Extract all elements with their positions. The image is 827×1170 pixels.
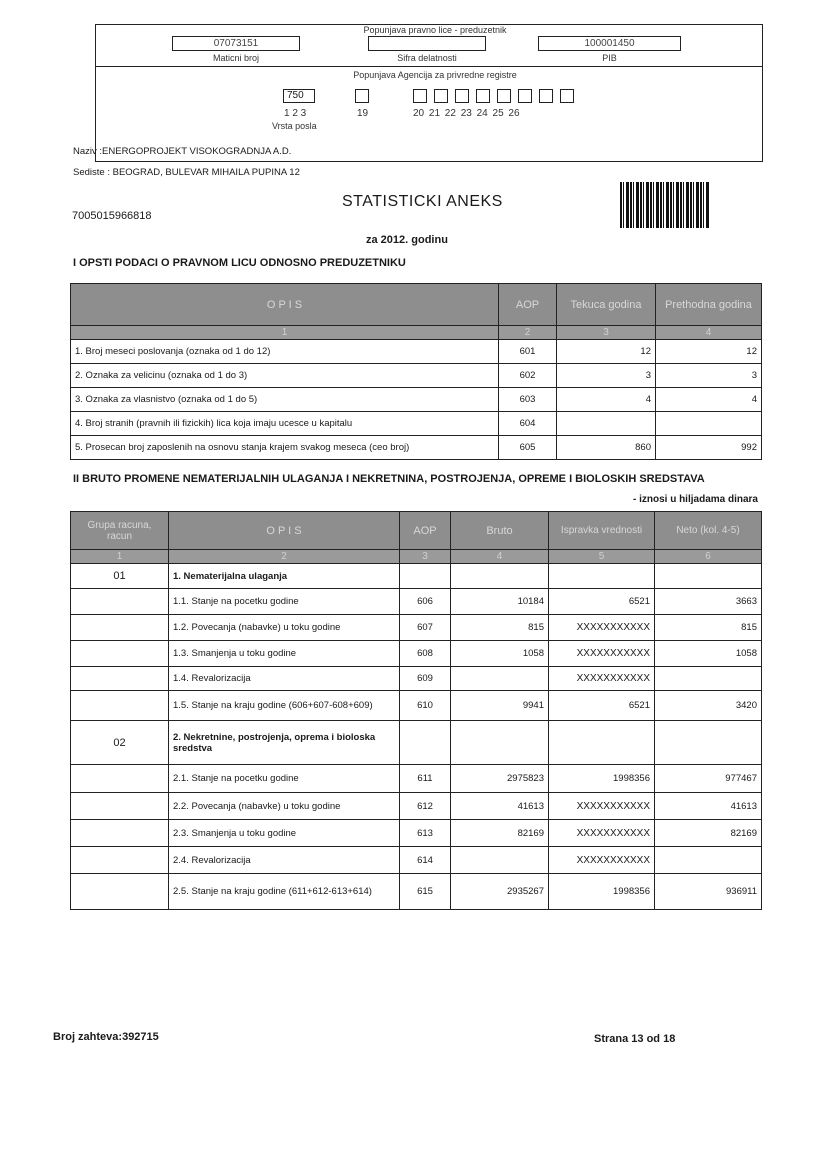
header-divider bbox=[95, 66, 763, 67]
row-grupa bbox=[71, 847, 169, 874]
table-row bbox=[71, 765, 762, 793]
table-row bbox=[71, 691, 762, 721]
table-header-row bbox=[71, 284, 762, 326]
table-row bbox=[71, 340, 762, 364]
col-number: 1 bbox=[71, 326, 499, 340]
row-aop: 602 bbox=[499, 364, 557, 388]
column-number-row bbox=[71, 326, 762, 340]
row-tekuca: 3 bbox=[557, 364, 656, 388]
row-neto: 977467 bbox=[655, 765, 762, 793]
table-row bbox=[71, 641, 762, 667]
table-row bbox=[71, 721, 762, 765]
col-header-ispravka: Ispravka vrednosti bbox=[549, 512, 655, 550]
vrsta-posla-label: Vrsta posla bbox=[272, 121, 317, 131]
row-tekuca: 860 bbox=[557, 436, 656, 460]
row-bruto bbox=[451, 721, 549, 765]
row-aop: 605 bbox=[499, 436, 557, 460]
col-header-opis: O P I S bbox=[169, 512, 400, 550]
maticni-broj-label: Maticni broj bbox=[212, 53, 259, 63]
row-ispravka: XXXXXXXXXXX bbox=[549, 820, 655, 847]
row-opis: 2. Oznaka za velicinu (oznaka od 1 do 3) bbox=[71, 364, 499, 388]
company-name: Naziv :ENERGOPROJEKT VISOKOGRADNJA A.D. bbox=[73, 146, 292, 157]
row-bruto: 815 bbox=[451, 615, 549, 641]
row-neto bbox=[655, 667, 762, 691]
row-aop: 601 bbox=[499, 340, 557, 364]
row-aop: 608 bbox=[400, 641, 451, 667]
field-box-24 bbox=[497, 89, 511, 103]
num-19: 19 bbox=[357, 108, 369, 119]
header-caption-top: Popunjava pravno lice - preduzetnik bbox=[363, 25, 507, 35]
row-neto: 936911 bbox=[655, 874, 762, 910]
table-row bbox=[71, 847, 762, 874]
row-opis: 1.1. Stanje na pocetku godine bbox=[169, 589, 400, 615]
row-opis: 2.5. Stanje na kraju godine (611+612-613+614) bbox=[169, 874, 400, 910]
table-row bbox=[71, 667, 762, 691]
section1-heading: I OPSTI PODACI O PRAVNOM LICU ODNOSNO PREDUZETNIKU bbox=[73, 257, 406, 269]
row-prethodna: 992 bbox=[656, 436, 762, 460]
col-header-prethodna: Prethodna godina bbox=[656, 284, 762, 326]
col-number: 3 bbox=[557, 326, 656, 340]
row-bruto bbox=[451, 564, 549, 589]
field-box-19 bbox=[355, 89, 369, 103]
page-title: STATISTICKI ANEKS bbox=[342, 193, 503, 210]
row-grupa bbox=[71, 691, 169, 721]
pib-label: PIB bbox=[602, 53, 617, 63]
row-tekuca bbox=[557, 412, 656, 436]
row-grupa bbox=[71, 667, 169, 691]
row-ispravka: 6521 bbox=[549, 691, 655, 721]
table-header-row bbox=[71, 512, 762, 550]
row-opis: 1.3. Smanjenja u toku godine bbox=[169, 641, 400, 667]
row-aop bbox=[400, 564, 451, 589]
nums-20-26: 20 21 22 23 24 25 26 bbox=[413, 108, 520, 119]
row-grupa: 02 bbox=[71, 721, 169, 765]
row-grupa: 01 bbox=[71, 564, 169, 589]
row-neto: 1058 bbox=[655, 641, 762, 667]
row-opis: 1.2. Povecanja (nabavke) u toku godine bbox=[169, 615, 400, 641]
row-grupa bbox=[71, 641, 169, 667]
col-header-aop: AOP bbox=[400, 512, 451, 550]
row-aop: 610 bbox=[400, 691, 451, 721]
field-box-23 bbox=[476, 89, 490, 103]
row-aop: 613 bbox=[400, 820, 451, 847]
row-bruto: 2935267 bbox=[451, 874, 549, 910]
row-opis: 2.1. Stanje na pocetku godine bbox=[169, 765, 400, 793]
row-aop bbox=[400, 721, 451, 765]
col-number: 2 bbox=[169, 550, 400, 564]
vrsta-digits: 1 2 3 bbox=[284, 108, 307, 119]
row-neto: 41613 bbox=[655, 793, 762, 820]
row-aop: 611 bbox=[400, 765, 451, 793]
row-grupa bbox=[71, 874, 169, 910]
col-header-grupa: Grupa racuna, racun bbox=[71, 512, 169, 550]
page-subtitle: za 2012. godinu bbox=[366, 234, 448, 246]
sifra-delatnosti-label: Sifra delatnosti bbox=[397, 53, 457, 63]
row-tekuca: 12 bbox=[557, 340, 656, 364]
row-ispravka: XXXXXXXXXXX bbox=[549, 667, 655, 691]
row-prethodna bbox=[656, 412, 762, 436]
row-ispravka: 1998356 bbox=[549, 874, 655, 910]
column-number-row bbox=[71, 550, 762, 564]
section2-heading: II BRUTO PROMENE NEMATERIJALNIH ULAGANJA I NEKRETNINA, POSTROJENJA, OPREME I BIOLOSKIH SREDSTAVA bbox=[73, 473, 705, 485]
row-prethodna: 12 bbox=[656, 340, 762, 364]
row-aop: 609 bbox=[400, 667, 451, 691]
row-ispravka: XXXXXXXXXXX bbox=[549, 641, 655, 667]
table-row bbox=[71, 793, 762, 820]
row-aop: 606 bbox=[400, 589, 451, 615]
row-grupa bbox=[71, 820, 169, 847]
field-box-22 bbox=[455, 89, 469, 103]
company-address: Sediste : BEOGRAD, BULEVAR MIHAILA PUPINA 12 bbox=[73, 167, 300, 178]
col-number: 2 bbox=[499, 326, 557, 340]
row-opis: 2.4. Revalorizacija bbox=[169, 847, 400, 874]
col-number: 3 bbox=[400, 550, 451, 564]
field-box-25 bbox=[518, 89, 532, 103]
barcode-image bbox=[620, 182, 710, 228]
row-bruto bbox=[451, 667, 549, 691]
gross-changes-table bbox=[70, 511, 762, 910]
col-header-opis: O P I S bbox=[71, 284, 499, 326]
table-row bbox=[71, 820, 762, 847]
row-prethodna: 3 bbox=[656, 364, 762, 388]
row-ispravka: 6521 bbox=[549, 589, 655, 615]
field-box-20 bbox=[413, 89, 427, 103]
row-grupa bbox=[71, 589, 169, 615]
row-opis: 1.4. Revalorizacija bbox=[169, 667, 400, 691]
row-bruto: 10184 bbox=[451, 589, 549, 615]
row-bruto: 41613 bbox=[451, 793, 549, 820]
pib-field: 100001450 bbox=[538, 36, 681, 51]
field-box-27 bbox=[560, 89, 574, 103]
table-row bbox=[71, 388, 762, 412]
table-row bbox=[71, 364, 762, 388]
row-opis: 3. Oznaka za vlasnistvo (oznaka od 1 do 5) bbox=[71, 388, 499, 412]
maticni-broj-field: 07073151 bbox=[172, 36, 300, 51]
row-neto: 3420 bbox=[655, 691, 762, 721]
field-box-26 bbox=[539, 89, 553, 103]
vrsta-posla-field: 750 bbox=[283, 89, 315, 103]
unit-note: - iznosi u hiljadama dinara bbox=[632, 494, 758, 505]
row-bruto bbox=[451, 847, 549, 874]
row-bruto: 82169 bbox=[451, 820, 549, 847]
row-opis: 2. Nekretnine, postrojenja, oprema i bioloska sredstva bbox=[169, 721, 400, 765]
document-code: 7005015966818 bbox=[72, 210, 152, 222]
request-number: Broj zahteva:392715 bbox=[53, 1031, 159, 1043]
row-aop: 612 bbox=[400, 793, 451, 820]
col-number: 4 bbox=[656, 326, 762, 340]
row-bruto: 1058 bbox=[451, 641, 549, 667]
row-opis: 4. Broj stranih (pravnih ili fizickih) lica koja imaju ucesce u kapitalu bbox=[71, 412, 499, 436]
table-row bbox=[71, 412, 762, 436]
col-header-bruto: Bruto bbox=[451, 512, 549, 550]
sifra-delatnosti-field bbox=[368, 36, 486, 51]
table-row bbox=[71, 436, 762, 460]
row-opis: 1. Broj meseci poslovanja (oznaka od 1 do 12) bbox=[71, 340, 499, 364]
row-grupa bbox=[71, 615, 169, 641]
row-neto bbox=[655, 847, 762, 874]
row-bruto: 2975823 bbox=[451, 765, 549, 793]
row-ispravka: XXXXXXXXXXX bbox=[549, 793, 655, 820]
row-neto: 815 bbox=[655, 615, 762, 641]
table-row bbox=[71, 615, 762, 641]
col-number: 5 bbox=[549, 550, 655, 564]
field-box-21 bbox=[434, 89, 448, 103]
row-aop: 607 bbox=[400, 615, 451, 641]
row-ispravka: XXXXXXXXXXX bbox=[549, 615, 655, 641]
row-grupa bbox=[71, 765, 169, 793]
col-number: 1 bbox=[71, 550, 169, 564]
row-opis: 2.3. Smanjenja u toku godine bbox=[169, 820, 400, 847]
row-aop: 604 bbox=[499, 412, 557, 436]
row-neto: 82169 bbox=[655, 820, 762, 847]
row-opis: 5. Prosecan broj zaposlenih na osnovu stanja krajem svakog meseca (ceo broj) bbox=[71, 436, 499, 460]
table-row bbox=[71, 564, 762, 589]
row-aop: 614 bbox=[400, 847, 451, 874]
col-number: 6 bbox=[655, 550, 762, 564]
row-opis: 1.5. Stanje na kraju godine (606+607-608+609) bbox=[169, 691, 400, 721]
header-caption-agency: Popunjava Agencija za privredne registre bbox=[353, 70, 517, 80]
row-tekuca: 4 bbox=[557, 388, 656, 412]
row-grupa bbox=[71, 793, 169, 820]
col-header-neto: Neto (kol. 4-5) bbox=[655, 512, 762, 550]
row-bruto: 9941 bbox=[451, 691, 549, 721]
row-opis: 1. Nematerijalna ulaganja bbox=[169, 564, 400, 589]
row-prethodna: 4 bbox=[656, 388, 762, 412]
row-neto: 3663 bbox=[655, 589, 762, 615]
row-aop: 603 bbox=[499, 388, 557, 412]
row-ispravka: 1998356 bbox=[549, 765, 655, 793]
col-header-aop: AOP bbox=[499, 284, 557, 326]
row-opis: 2.2. Povecanja (nabavke) u toku godine bbox=[169, 793, 400, 820]
col-number: 4 bbox=[451, 550, 549, 564]
col-header-tekuca: Tekuca godina bbox=[557, 284, 656, 326]
table-row bbox=[71, 589, 762, 615]
row-neto bbox=[655, 564, 762, 589]
row-neto bbox=[655, 721, 762, 765]
table-row bbox=[71, 874, 762, 910]
row-ispravka: XXXXXXXXXXX bbox=[549, 847, 655, 874]
row-ispravka bbox=[549, 564, 655, 589]
general-data-table bbox=[70, 283, 762, 460]
row-aop: 615 bbox=[400, 874, 451, 910]
page-number: Strana 13 od 18 bbox=[594, 1033, 676, 1045]
row-ispravka bbox=[549, 721, 655, 765]
